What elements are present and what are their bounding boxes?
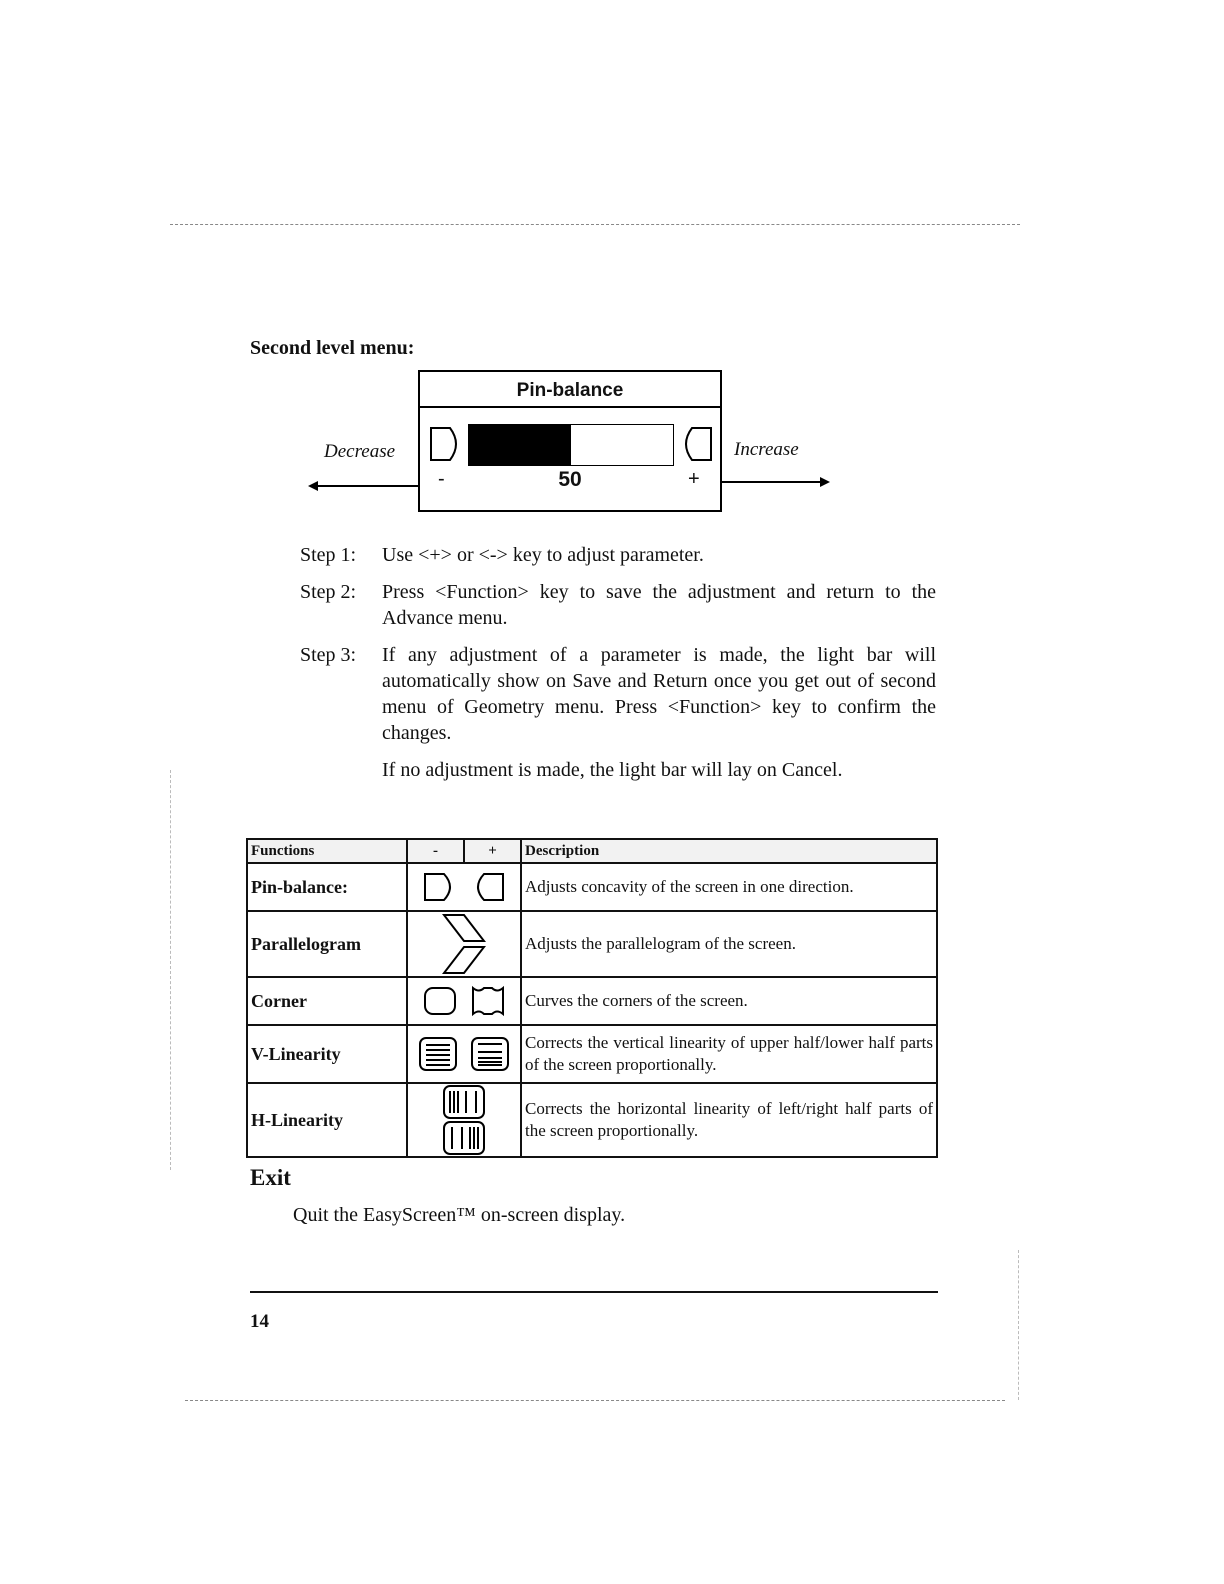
function-name: Parallelogram (247, 911, 407, 977)
table-row (247, 1083, 937, 1157)
h-linearity-right-icon (442, 1120, 486, 1156)
parallelogram-left-icon (442, 912, 486, 944)
page-number: 14 (250, 1311, 269, 1332)
step-note: If no adjustment is made, the light bar will lay on Cancel. (382, 759, 843, 781)
scan-artifact-left (170, 770, 171, 1170)
parallelogram-right-icon (442, 944, 486, 976)
pin-balance-increase-icon (678, 424, 714, 464)
function-icons (407, 863, 521, 911)
step-label: Step 1: (300, 544, 357, 566)
step-label: Step 2: (300, 581, 357, 603)
scan-artifact-bottom (185, 1400, 1005, 1401)
function-icons (407, 911, 521, 977)
function-description: Adjusts concavity of the screen in one direction. (521, 863, 937, 911)
step-item (300, 642, 936, 746)
level-value: 50 (558, 468, 582, 491)
exit-heading: Exit (250, 1165, 291, 1190)
table-header-row (247, 839, 937, 863)
level-bar[interactable] (468, 424, 674, 466)
table-row (247, 863, 937, 911)
functions-table (246, 838, 938, 1158)
function-name: Corner (247, 977, 407, 1025)
scan-artifact-top (170, 224, 1020, 225)
decrease-arrow (308, 476, 430, 496)
v-linearity-lower-icon (470, 1036, 510, 1072)
step-text: If any adjustment of a parameter is made, the light bar will automatically show on Save and Return once you get out of second menu of Geometry menu. Press <Function> key to confirm the changes. (382, 644, 936, 744)
header-plus: + (464, 839, 521, 863)
function-name: V-Linearity (247, 1025, 407, 1083)
function-icons (407, 977, 521, 1025)
function-description: Curves the corners of the screen. (521, 977, 937, 1025)
corner-concave-icon (470, 985, 506, 1017)
header-minus: - (407, 839, 464, 863)
h-linearity-left-icon (442, 1084, 486, 1120)
step-text: Press <Function> key to save the adjustment and return to the Advance menu. (382, 581, 936, 629)
steps-list (300, 542, 936, 794)
step-label: Step 3: (300, 644, 357, 666)
pin-balance-decrease-icon (428, 424, 464, 464)
decrease-label: Decrease (324, 441, 396, 462)
table-row (247, 1025, 937, 1083)
table-row (247, 977, 937, 1025)
v-linearity-upper-icon (418, 1036, 458, 1072)
scan-artifact-right (1018, 1250, 1019, 1400)
minus-key-label: - (438, 468, 445, 490)
pin-balance-right-icon (470, 871, 506, 903)
function-description: Corrects the horizontal linearity of left/right half parts of the screen proportionally. (521, 1083, 937, 1157)
function-description: Corrects the vertical linearity of upper half/lower half parts of the screen proportionally. (521, 1025, 937, 1083)
pin-balance-left-icon (422, 871, 458, 903)
header-description: Description (521, 839, 937, 863)
step-note-row (300, 757, 936, 783)
osd-title: Pin-balance (420, 372, 720, 408)
section-title: Second level menu: (250, 337, 415, 359)
step-text: Use <+> or <-> key to adjust parameter. (382, 544, 704, 566)
header-functions: Functions (247, 839, 407, 863)
function-icons (407, 1025, 521, 1083)
function-description: Adjusts the parallelogram of the screen. (521, 911, 937, 977)
plus-key-label: + (688, 468, 700, 490)
osd-pin-balance-panel (418, 370, 722, 512)
increase-arrow (706, 472, 830, 492)
table-row (247, 911, 937, 977)
function-name: Pin-balance: (247, 863, 407, 911)
increase-label: Increase (734, 439, 799, 460)
corner-convex-icon (422, 985, 458, 1017)
function-icons (407, 1083, 521, 1157)
step-item (300, 579, 936, 631)
footer-rule (250, 1291, 938, 1293)
exit-description: Quit the EasyScreen™ on-screen display. (293, 1204, 626, 1226)
function-name: H-Linearity (247, 1083, 407, 1157)
level-bar-fill (469, 425, 571, 465)
step-item (300, 542, 936, 568)
